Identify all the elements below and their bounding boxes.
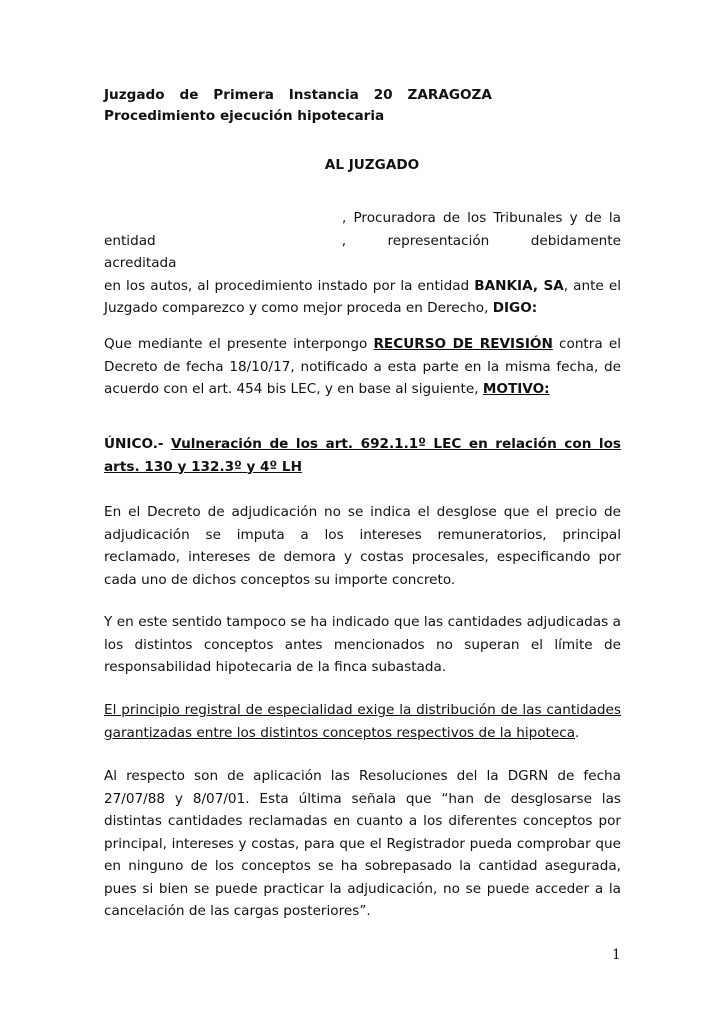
motivo-label: MOTIVO: xyxy=(482,381,550,397)
court-header xyxy=(104,85,524,127)
intro-entity-label: entidad xyxy=(104,232,156,249)
principio-underlined: El principio registral de especialidad exige la distribución de las cantidades garantizadas entre los distintos conceptos respectivos de la hipoteca xyxy=(104,702,621,741)
salutation xyxy=(0,157,724,173)
salutation-text: AL JUZGADO xyxy=(324,157,420,173)
unico-title: Vulneración de los art. 692.1.1º LEC en relación con los arts. 130 y 132.3º y 4º LH xyxy=(104,436,621,475)
intro-text: , ante el Juzgado comparezco y como mejor proceda en Derecho, xyxy=(104,277,621,316)
procedure-type: Procedimiento ejecución hipotecaria xyxy=(104,108,385,124)
court-word: ZARAGOZA xyxy=(407,87,492,103)
intro-paragraph xyxy=(104,207,621,320)
court-word: Primera xyxy=(213,87,274,103)
court-name xyxy=(104,85,492,106)
recurso-text: contra el Decreto de fecha 18/10/17, notificado a esta parte en la misma fecha, de acuerdo con el art. 454 bis LEC, y en base al siguiente, xyxy=(104,336,621,397)
principio-end: . xyxy=(575,724,580,741)
bank-name: BANKIA, SA xyxy=(474,277,564,294)
unico-label: ÚNICO.- xyxy=(104,436,172,452)
respecto-paragraph: Al respecto son de aplicación las Resoluciones del la DGRN de fecha 27/07/88 y 8/07/01. Esta última señala que “han de desglosarse las distintas cantidades reclamadas en cuanto a los diferentes conceptos por principal, intereses y costas, para que el Registrador pueda comprobar que en ninguno de los conceptos se ha sobrepasado la cantidad asegurada, pues si bien se puede practicar la adjudicación, no se puede acceder a la cancelación de las cargas posteriores”. xyxy=(104,768,621,919)
court-word: de xyxy=(179,87,199,103)
intro-line-2-text: , representación debidamente acreditada xyxy=(104,232,621,271)
court-word: Juzgado xyxy=(104,87,165,103)
unico-heading xyxy=(104,433,621,478)
intro-line-3 xyxy=(104,275,621,320)
court-word: Instancia xyxy=(288,87,359,103)
intro-line-2 xyxy=(104,230,621,275)
recurso-text: Que mediante el presente interpongo xyxy=(104,336,374,352)
page-number: 1 xyxy=(612,947,621,963)
recurso-title: RECURSO DE REVISIÓN xyxy=(373,336,553,352)
recurso-paragraph xyxy=(104,333,621,401)
sentido-paragraph: Y en este sentido tampoco se ha indicado que las cantidades adjudicadas a los distintos conceptos antes mencionados no superan el límite de responsabilidad hipotecaria de la finca subastada. xyxy=(104,614,621,675)
decreto-paragraph: En el Decreto de adjudicación no se indica el desglose que el precio de adjudicación se imputa a los intereses remuneratorios, principal reclamado, intereses de demora y costas procesales, especificando por cada uno de dichos conceptos su importe concreto. xyxy=(104,504,621,588)
court-word: 20 xyxy=(373,87,393,103)
intro-line-1-text: , Procuradora de los Tribunales y de la xyxy=(342,210,621,226)
intro-line-1 xyxy=(104,207,621,230)
principio-paragraph xyxy=(104,699,621,744)
intro-text: en los autos, al procedimiento instado por la entidad xyxy=(104,277,475,294)
digo-label: DIGO: xyxy=(492,300,538,316)
